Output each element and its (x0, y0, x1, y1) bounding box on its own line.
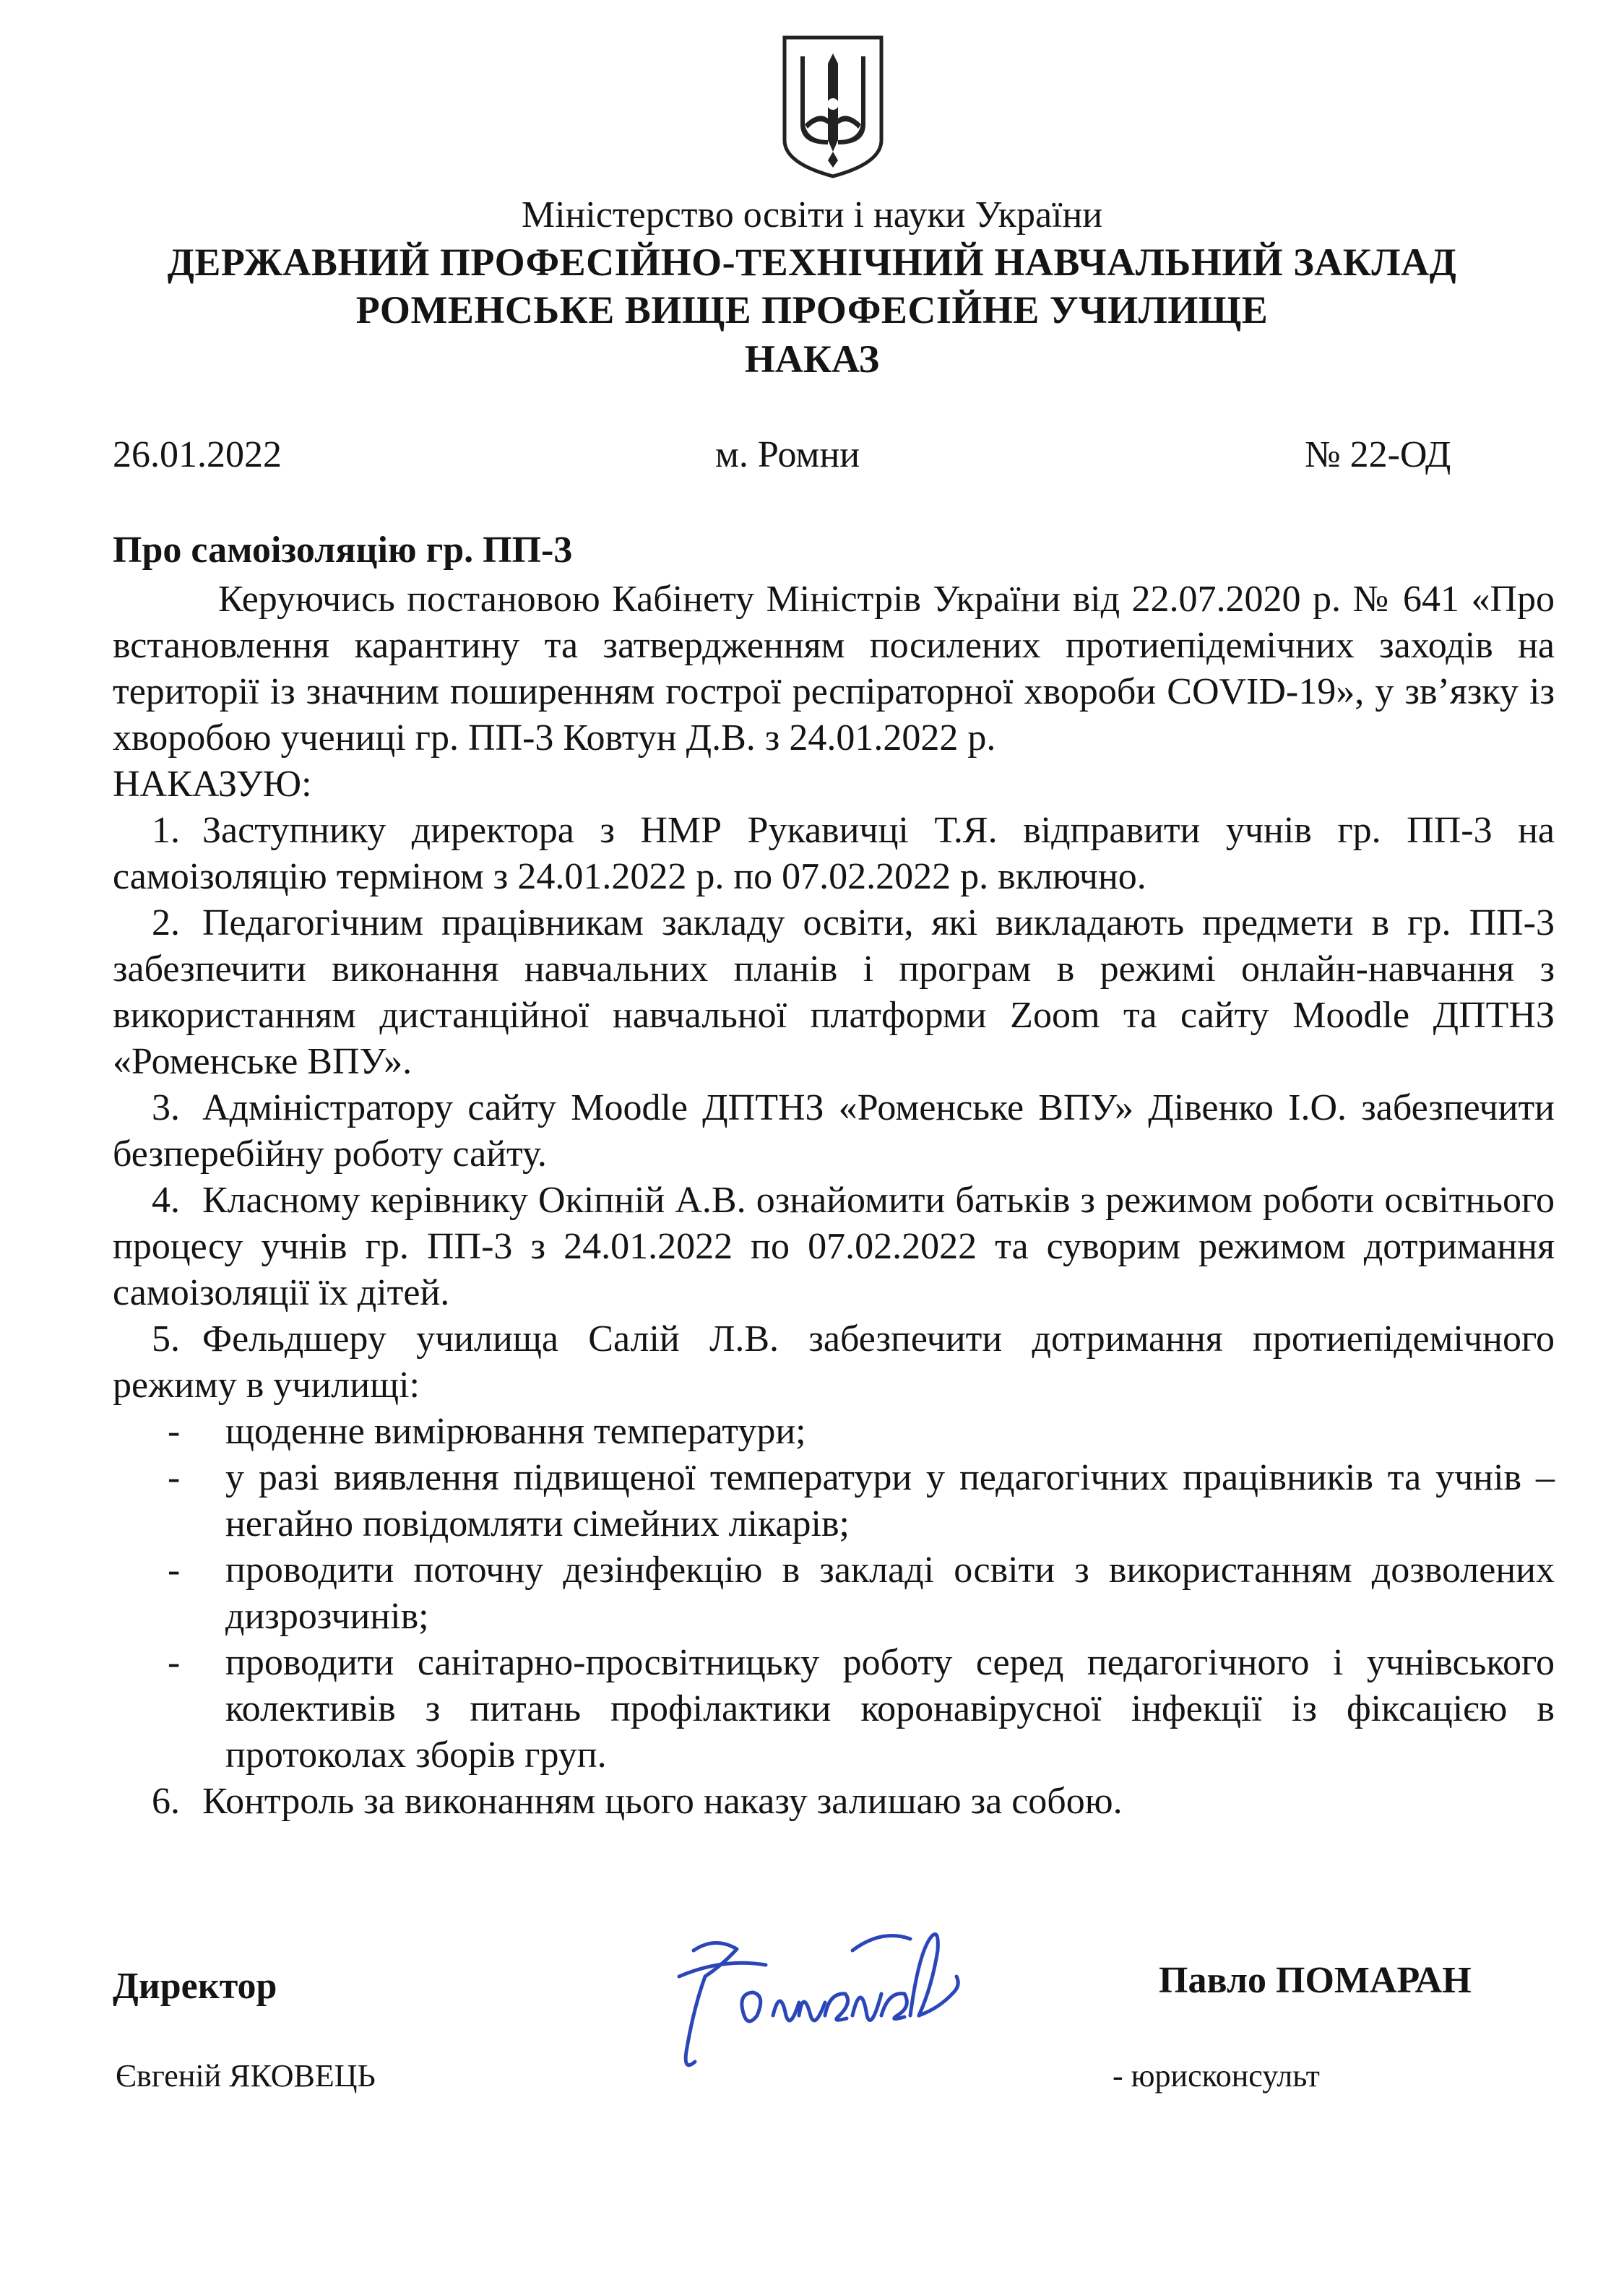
sub-item (113, 1640, 1555, 1779)
trident-emblem-icon (779, 32, 887, 181)
order-item (113, 1779, 1555, 1825)
ministry-name: Міністерство освіти і науки України (521, 194, 1103, 236)
dash-marker: - (168, 1411, 181, 1452)
item-number: 3. (152, 1087, 180, 1128)
prepared-by-name: Євгеній ЯКОВЕЦЬ (116, 2058, 376, 2094)
item-number: 5. (152, 1318, 180, 1360)
sub-item-text: у разі виявлення підвищеної температури у педагогічних працівників та учнів – негайно повідомляти сімейних лікарів; (225, 1457, 1555, 1544)
sub-item (113, 1547, 1555, 1640)
sub-item-text: проводити санітарно-просвітницьку роботу серед педагогічного і учнівського колективів з питань профілактики коронавірусної інфекції із фіксацією в протоколах зборів груп. (225, 1642, 1555, 1776)
item-text: Заступнику директора з НМР Рукавичці Т.Я. відправити учнів гр. ПП-3 на самоізоляцію терміном з 24.01.2022 р. по 07.02.2022 р. включно. (113, 810, 1555, 897)
item-text: Фельдшеру училища Салій Л.В. забезпечити дотримання протиепідемічного режиму в училищі: (113, 1318, 1555, 1406)
sub-items-list (113, 1409, 1555, 1779)
signatory-role: Директор (113, 1966, 277, 2007)
sub-item-text: щоденне вимірювання температури; (225, 1411, 806, 1452)
preamble-text: Керуючись постановою Кабінету Міністрів України від 22.07.2020 р. № 641 «Про встановлення карантину та затвердженням посилених протиепідемічних заходів на території із значним поширенням гострої респіраторної хвороби COVID-19», у зв’язку із хворобою учениці гр. ПП-3 Ковтун Д.В. з 24.01.2022 р. (113, 579, 1555, 759)
order-date: 26.01.2022 (113, 434, 282, 475)
signatory-name: Павло ПОМАРАН (1159, 1960, 1472, 2001)
order-item (113, 1178, 1555, 1316)
institution-name-line2: РОМЕНСЬКЕ ВИЩЕ ПРОФЕСІЙНЕ УЧИЛИЩЕ (355, 288, 1269, 332)
order-item (113, 808, 1555, 900)
dash-marker: - (168, 1550, 181, 1591)
dash-marker: - (168, 1642, 181, 1683)
handwritten-signature-icon (636, 1907, 997, 2081)
decree-word: НАКАЗУЮ: (113, 764, 312, 805)
item-number: 2. (152, 902, 180, 943)
order-items-list (113, 808, 1555, 1409)
item-number: 6. (152, 1781, 180, 1822)
order-body (113, 576, 1555, 1825)
order-subject: Про самоізоляцію гр. ПП-3 (113, 530, 573, 571)
document-type: НАКАЗ (744, 337, 880, 381)
item-number: 4. (152, 1180, 180, 1221)
item-number: 1. (152, 810, 180, 851)
item-text: Контроль за виконанням цього наказу залишаю за собою. (202, 1781, 1123, 1822)
dash-marker: - (168, 1457, 181, 1498)
order-item (113, 1085, 1555, 1178)
final-item-list (113, 1779, 1555, 1825)
order-city: м. Ромни (715, 434, 860, 475)
sub-item (113, 1409, 1555, 1455)
sub-item (113, 1455, 1555, 1547)
order-number: № 22-ОД (1305, 434, 1451, 475)
institution-name-line1: ДЕРЖАВНИЙ ПРОФЕСІЙНО-ТЕХНІЧНИЙ НАВЧАЛЬНИЙ ЗАКЛАД (167, 241, 1457, 284)
item-text: Класному керівнику Окіпній А.В. ознайомити батьків з режимом роботи освітнього процесу учнів гр. ПП-3 з 24.01.2022 по 07.02.2022 та суворим режимом дотримання самоізоляції їх дітей. (113, 1180, 1555, 1313)
item-text: Адміністратору сайту Moodle ДПТНЗ «Роменське ВПУ» Дівенко І.О. забезпечити безперебійну роботу сайту. (113, 1087, 1555, 1175)
prepared-by-role: - юрисконсульт (1113, 2058, 1320, 2094)
sub-item-text: проводити поточну дезінфекцію в закладі освіти з використанням дозволених дизрозчинів; (225, 1550, 1555, 1637)
order-item (113, 900, 1555, 1085)
order-item (113, 1316, 1555, 1409)
item-text: Педагогічним працівникам закладу освіти, які викладають предмети в гр. ПП-3 забезпечити виконання навчальних планів і програм в режимі онлайн-навчання з використанням дистанційної навчальної платформи Zoom та сайту Moodle ДПТНЗ «Роменське ВПУ». (113, 902, 1555, 1082)
